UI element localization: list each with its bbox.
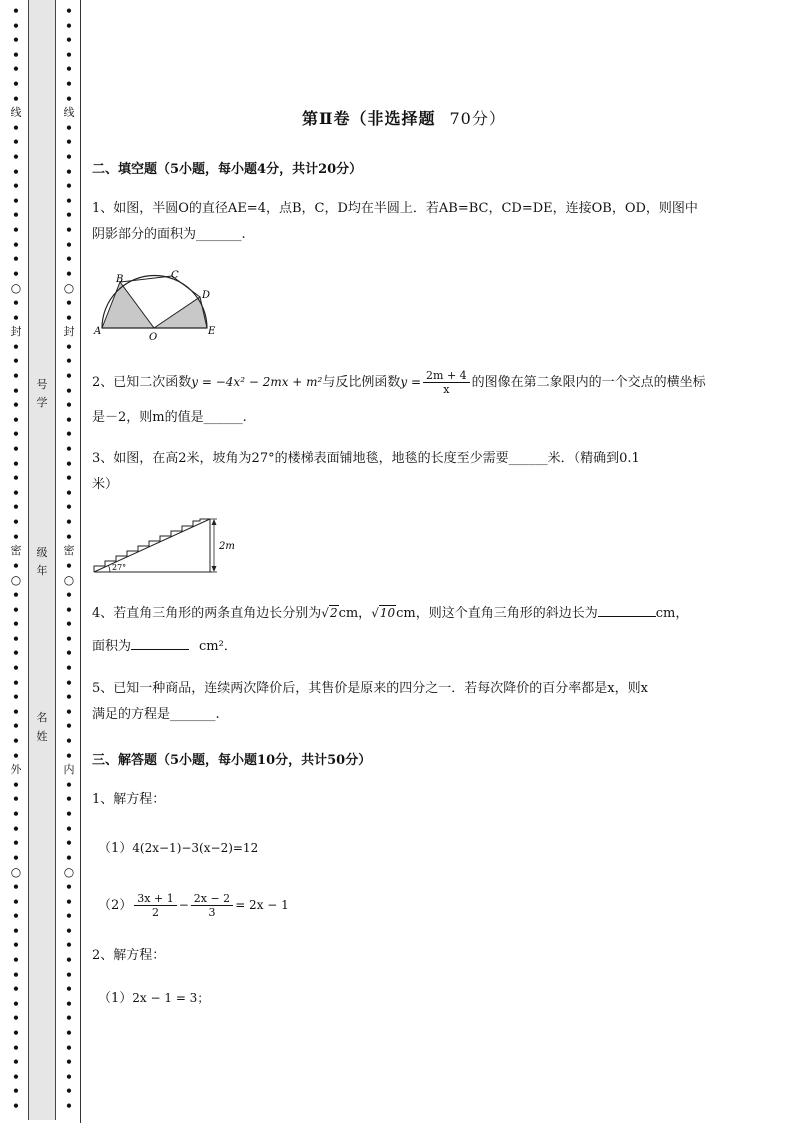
outer-dot: •	[12, 880, 20, 894]
inner-dot: •	[65, 953, 73, 967]
outer-dot: •	[12, 179, 20, 194]
inner-dot: •	[65, 1040, 73, 1055]
inner-dot: •	[65, 135, 73, 150]
inner-dot: •	[65, 150, 73, 164]
q2-mid: 与反比例函数	[322, 375, 401, 390]
q2-prefix: 2、已知二次函数	[92, 375, 192, 390]
outer-seal-column	[9, 0, 23, 1123]
inner-circle-marker: ○	[63, 281, 75, 296]
outer-dot: •	[12, 894, 20, 909]
inner-dot: •	[65, 1055, 73, 1070]
outer-dot: •	[12, 339, 20, 354]
p1-frac-1	[134, 892, 176, 919]
outer-dot: •	[12, 1011, 20, 1026]
outer-dot: •	[12, 47, 20, 62]
section-heading-fill-blank: 二、填空题（5小题，每小题4分，共计20分）	[92, 162, 363, 177]
question-5-line-1: 5、已知一种商品，连续两次降价后，其售价是原来的四分之一．若每次降价的百分率都是x，则x	[92, 681, 648, 696]
inner-dot: •	[65, 1011, 73, 1026]
margin-divider-line	[80, 0, 81, 1123]
outer-dot: •	[12, 617, 20, 632]
outer-dot: •	[12, 398, 20, 413]
question-5-line-2: 满足的方程是_______.	[92, 707, 220, 722]
outer-dot: •	[12, 836, 20, 851]
outer-dot: •	[12, 982, 20, 997]
inner-dot: •	[65, 179, 73, 194]
q4-area-prefix: 面积为	[92, 639, 132, 654]
fig-label-c: C	[171, 270, 179, 281]
question-4-line-1	[92, 600, 688, 627]
question-3-line-2: 米）	[92, 477, 119, 492]
outer-dot: •	[12, 1069, 20, 1084]
inner-dot: •	[65, 1069, 73, 1084]
fig-label-a: A	[94, 326, 102, 337]
outer-dot: •	[12, 719, 20, 734]
inner-dot: •	[65, 982, 73, 997]
p2-eq1: 2x − 1 = 3；	[132, 991, 210, 1005]
band-label-ji: 级	[36, 546, 48, 559]
q4-sqrt-1: √2	[321, 606, 338, 620]
q2-suffix: 的图像在第二象限内的一个交点的横坐标	[471, 375, 706, 390]
question-2-line-1	[92, 369, 706, 396]
outer-dot: •	[12, 471, 20, 486]
p1-frac2-den: 3	[208, 906, 216, 919]
fig-label-d: D	[202, 290, 211, 301]
p1-frac1-num: 3x + 1	[134, 892, 176, 906]
inner-dot: •	[65, 120, 73, 135]
inner-dot: •	[65, 471, 73, 486]
outer-dot: •	[12, 967, 20, 982]
outer-dot: •	[12, 646, 20, 661]
q2-frac-num: 2m + 4	[423, 369, 470, 383]
inner-dot: •	[65, 748, 73, 763]
outer-dot: •	[12, 777, 20, 792]
inner-dot: •	[65, 894, 73, 909]
outer-dot: •	[12, 1084, 20, 1099]
outer-dot: •	[12, 515, 20, 529]
inner-dot: •	[65, 398, 73, 413]
inner-dot: •	[65, 909, 73, 924]
outer-dot: •	[12, 412, 20, 427]
fig-label-e: E	[208, 326, 216, 337]
outer-dot: •	[12, 164, 20, 179]
inner-dot: •	[65, 850, 73, 865]
outer-dot: •	[12, 150, 20, 164]
q4-area-unit: cm²	[199, 639, 224, 654]
outer-circle-marker: ○	[10, 573, 22, 588]
outer-dot: •	[12, 734, 20, 748]
inner-circle-marker: ○	[63, 865, 75, 880]
inner-dot: •	[65, 880, 73, 894]
inner-dot: •	[65, 4, 73, 18]
question-2-line-2: 是－2，则m的值是______.	[92, 410, 247, 425]
inner-dot: •	[65, 734, 73, 748]
outer-dot: •	[12, 369, 20, 383]
inner-dot: •	[65, 646, 73, 661]
outer-dot: •	[12, 661, 20, 675]
page-title	[302, 106, 506, 129]
outer-dot: •	[12, 237, 20, 252]
inner-dot: •	[65, 208, 73, 223]
inner-dot: •	[65, 719, 73, 734]
q4-blank-2[interactable]	[131, 635, 189, 650]
title-score: 70分）	[449, 109, 506, 128]
p1-frac2-num: 2x − 2	[191, 892, 233, 906]
inner-dot: •	[65, 485, 73, 500]
inner-circle-marker: ○	[63, 573, 75, 588]
inner-dot: •	[65, 792, 73, 807]
inner-dot: •	[65, 923, 73, 938]
outer-dot: •	[12, 923, 20, 938]
p1-eq1-label: （1）	[98, 841, 133, 856]
band-label-nian: 年	[36, 564, 48, 577]
staircase-figure	[92, 515, 237, 577]
outer-dot: •	[12, 529, 20, 544]
outer-dot: •	[12, 602, 20, 617]
inner-dot: •	[65, 704, 73, 719]
outer-dot: •	[12, 266, 20, 281]
outer-dot: •	[12, 193, 20, 208]
question-1-line-2: 阴影部分的面积为_______.	[92, 227, 246, 242]
outer-dot: •	[12, 223, 20, 237]
outer-dot: •	[12, 62, 20, 77]
inner-dot: •	[65, 47, 73, 62]
q4-blank-1[interactable]	[598, 602, 656, 617]
outer-seal-label: 封	[10, 325, 22, 339]
outer-dot: •	[12, 135, 20, 150]
inner-dot: •	[65, 967, 73, 982]
inner-dot: •	[65, 62, 73, 77]
inner-dot: •	[65, 442, 73, 456]
inner-dot: •	[65, 354, 73, 369]
p1-eq1: 4(2x−1)−3(x−2)=12	[132, 841, 259, 855]
outer-dot: •	[12, 18, 20, 33]
outer-dot: •	[12, 1099, 20, 1113]
title-text: 第Ⅱ卷（非选择题	[302, 109, 436, 128]
q2-recip-lhs: y =	[400, 375, 422, 389]
outer-dot: •	[12, 500, 20, 515]
section-heading-answer: 三、解答题（5小题，每小题10分，共计50分）	[92, 753, 372, 768]
outer-dot: •	[12, 33, 20, 48]
inner-dot: •	[65, 631, 73, 646]
q4-radicand-2: 10	[379, 606, 396, 620]
outer-dot: •	[12, 427, 20, 442]
inner-dot: •	[65, 223, 73, 237]
question-1-line-1: 1、如图，半圆O的直径AE=4，点B，C，D均在半圆上．若AB=BC，CD=DE，连接OB，OD，则图中	[92, 201, 698, 216]
outer-dot: •	[12, 208, 20, 223]
q4-mid: cm，则这个直角三角形的斜边长为	[396, 606, 598, 621]
inner-dot: •	[65, 383, 73, 398]
inner-seal-label: 线	[63, 106, 75, 120]
inner-dot: •	[65, 777, 73, 792]
inner-dot: •	[65, 836, 73, 851]
outer-seal-label: 外	[10, 763, 22, 777]
outer-dot: •	[12, 807, 20, 821]
inner-dot: •	[65, 164, 73, 179]
q4-area-end: ．	[223, 639, 237, 654]
outer-dot: •	[12, 748, 20, 763]
outer-dot: •	[12, 120, 20, 135]
inner-seal-label: 密	[63, 544, 75, 558]
p1-minus: −	[178, 898, 189, 912]
inner-seal-column	[62, 0, 76, 1123]
outer-dot: •	[12, 909, 20, 924]
inner-dot: •	[65, 500, 73, 515]
inner-dot: •	[65, 339, 73, 354]
outer-dot: •	[12, 383, 20, 398]
inner-dot: •	[65, 456, 73, 471]
inner-dot: •	[65, 427, 73, 442]
fig-angle-label: 27°	[112, 563, 127, 572]
outer-dot: •	[12, 91, 20, 106]
outer-dot: •	[12, 1026, 20, 1040]
outer-dot: •	[12, 690, 20, 705]
inner-dot: •	[65, 369, 73, 383]
p1-eq2-rhs: = 2x − 1	[235, 898, 289, 912]
inner-dot: •	[65, 91, 73, 106]
inner-dot: •	[65, 237, 73, 252]
inner-dot: •	[65, 529, 73, 544]
inner-dot: •	[65, 252, 73, 267]
question-3-line-1: 3、如图，在高2米，坡角为27°的楼梯表面铺地毯，地毯的长度至少需要______米．（精确到0.1	[92, 451, 640, 466]
question-4-line-2	[92, 634, 237, 660]
inner-dot: •	[65, 558, 73, 573]
q4-unit-2: cm，	[655, 606, 689, 621]
outer-dot: •	[12, 631, 20, 646]
outer-dot: •	[12, 1055, 20, 1070]
outer-dot: •	[12, 675, 20, 690]
outer-dot: •	[12, 558, 20, 573]
inner-dot: •	[65, 996, 73, 1011]
outer-dot: •	[12, 792, 20, 807]
inner-dot: •	[65, 938, 73, 953]
outer-dot: •	[12, 296, 20, 310]
inner-seal-label: 封	[63, 325, 75, 339]
inner-dot: •	[65, 193, 73, 208]
outer-dot: •	[12, 1040, 20, 1055]
fig-label-b: B	[116, 274, 124, 285]
fig-label-o: O	[149, 332, 158, 343]
problem-1-eq-1	[98, 835, 258, 862]
inner-dot: •	[65, 310, 73, 325]
band-label-hao: 号	[36, 378, 48, 391]
band-label-ming: 名	[36, 711, 48, 724]
inner-dot: •	[65, 266, 73, 281]
outer-dot: •	[12, 588, 20, 602]
inner-dot: •	[65, 296, 73, 310]
inner-dot: •	[65, 77, 73, 91]
outer-dot: •	[12, 938, 20, 953]
band-label-xue: 学	[36, 396, 48, 409]
inner-dot: •	[65, 690, 73, 705]
outer-dot: •	[12, 442, 20, 456]
problem-2-eq-1	[98, 985, 209, 1012]
inner-dot: •	[65, 1084, 73, 1099]
p1-frac-2	[191, 892, 233, 919]
inner-dot: •	[65, 33, 73, 48]
outer-dot: •	[12, 821, 20, 836]
q2-frac-den: x	[443, 383, 450, 396]
band-label-xing: 姓	[36, 730, 48, 743]
problem-1-eq-2	[98, 892, 289, 919]
inner-dot: •	[65, 1026, 73, 1040]
inner-dot: •	[65, 18, 73, 33]
semicircle-figure	[92, 268, 222, 344]
outer-dot: •	[12, 252, 20, 267]
q4-radicand-1: 2	[329, 606, 338, 620]
inner-dot: •	[65, 617, 73, 632]
outer-dot: •	[12, 310, 20, 325]
inner-dot: •	[65, 412, 73, 427]
outer-dot: •	[12, 850, 20, 865]
outer-seal-label: 密	[10, 544, 22, 558]
inner-dot: •	[65, 1099, 73, 1113]
p1-frac1-den: 2	[151, 906, 159, 919]
p2-eq1-label: （1）	[98, 991, 133, 1006]
q4-sqrt-2: √10	[371, 606, 396, 620]
outer-dot: •	[12, 77, 20, 91]
inner-dot: •	[65, 661, 73, 675]
problem-2-label: 2、解方程：	[92, 948, 166, 963]
inner-dot: •	[65, 821, 73, 836]
p1-eq2-label: （2）	[98, 898, 133, 913]
problem-1-label: 1、解方程：	[92, 792, 166, 807]
inner-seal-label: 内	[63, 763, 75, 777]
outer-dot: •	[12, 953, 20, 967]
inner-dot: •	[65, 807, 73, 821]
outer-seal-label: 线	[10, 106, 22, 120]
outer-circle-marker: ○	[10, 865, 22, 880]
fig-height-label: 2m	[219, 541, 235, 552]
outer-dot: •	[12, 456, 20, 471]
q4-prefix: 4、若直角三角形的两条直角边长分别为	[92, 606, 322, 621]
inner-dot: •	[65, 515, 73, 529]
outer-dot: •	[12, 485, 20, 500]
outer-dot: •	[12, 704, 20, 719]
q2-quadratic: y = −4x² − 2mx + m²	[191, 375, 323, 389]
outer-dot: •	[12, 354, 20, 369]
inner-dot: •	[65, 588, 73, 602]
q2-fraction	[423, 369, 470, 396]
outer-circle-marker: ○	[10, 281, 22, 296]
inner-dot: •	[65, 675, 73, 690]
outer-dot: •	[12, 4, 20, 18]
inner-dot: •	[65, 602, 73, 617]
outer-dot: •	[12, 996, 20, 1011]
q4-unit-1: cm，	[338, 606, 372, 621]
